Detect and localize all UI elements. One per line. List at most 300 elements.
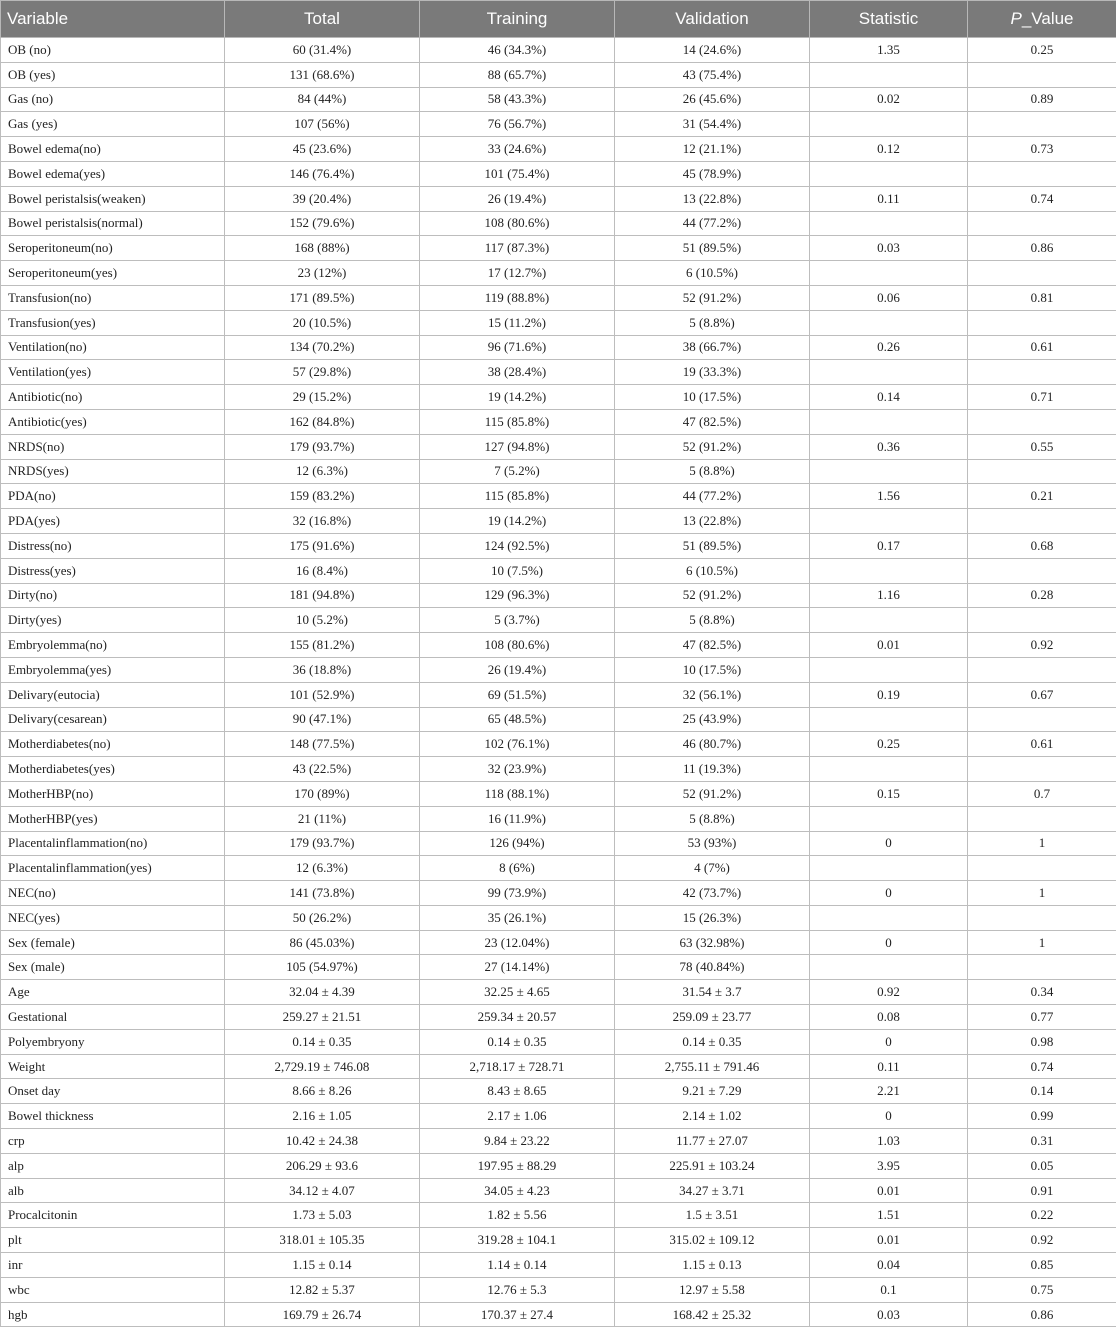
table-row xyxy=(1,434,1116,459)
table-header xyxy=(1,1,1116,38)
total-cell: 34.12 ± 4.07 xyxy=(225,1178,420,1203)
variable-cell: Procalcitonin xyxy=(1,1203,225,1228)
table-row xyxy=(1,335,1116,360)
variable-cell: Seroperitoneum(no) xyxy=(1,236,225,261)
total-cell: 86 (45.03%) xyxy=(225,930,420,955)
p-value-cell: 0.86 xyxy=(968,236,1116,261)
validation-cell: 19 (33.3%) xyxy=(615,360,810,385)
total-cell: 16 (8.4%) xyxy=(225,558,420,583)
p-value-cell: 0.21 xyxy=(968,484,1116,509)
statistic-cell: 0.92 xyxy=(810,980,968,1005)
header-p-value-label: Value xyxy=(1031,9,1074,28)
total-cell: 141 (73.8%) xyxy=(225,881,420,906)
table-row xyxy=(1,533,1116,558)
p-value-cell: 1 xyxy=(968,930,1116,955)
statistic-cell: 0 xyxy=(810,881,968,906)
training-cell: 124 (92.5%) xyxy=(420,533,615,558)
variable-cell: NEC(no) xyxy=(1,881,225,906)
table-row xyxy=(1,211,1116,236)
table-row xyxy=(1,757,1116,782)
p-value-cell: 0.7 xyxy=(968,781,1116,806)
validation-cell: 53 (93%) xyxy=(615,831,810,856)
p-value-cell: 0.92 xyxy=(968,633,1116,658)
statistic-cell: 0.03 xyxy=(810,236,968,261)
variable-cell: Gas (yes) xyxy=(1,112,225,137)
header-training: Training xyxy=(420,1,615,38)
table-row xyxy=(1,583,1116,608)
table-row xyxy=(1,62,1116,87)
statistic-cell: 0.19 xyxy=(810,682,968,707)
training-cell: 108 (80.6%) xyxy=(420,211,615,236)
validation-cell: 6 (10.5%) xyxy=(615,261,810,286)
variable-cell: Motherdiabetes(yes) xyxy=(1,757,225,782)
p-value-cell: 1 xyxy=(968,881,1116,906)
p-value-cell xyxy=(968,112,1116,137)
training-cell: 108 (80.6%) xyxy=(420,633,615,658)
table-row xyxy=(1,285,1116,310)
training-cell: 197.95 ± 88.29 xyxy=(420,1153,615,1178)
statistic-cell: 0.04 xyxy=(810,1253,968,1278)
statistic-cell xyxy=(810,62,968,87)
p-value-cell xyxy=(968,608,1116,633)
p-value-cell xyxy=(968,360,1116,385)
total-cell: 206.29 ± 93.6 xyxy=(225,1153,420,1178)
p-value-cell xyxy=(968,806,1116,831)
total-cell: 105 (54.97%) xyxy=(225,955,420,980)
variable-cell: Bowel peristalsis(normal) xyxy=(1,211,225,236)
table-row xyxy=(1,558,1116,583)
training-cell: 2,718.17 ± 728.71 xyxy=(420,1054,615,1079)
validation-cell: 2,755.11 ± 791.46 xyxy=(615,1054,810,1079)
p-value-cell: 0.89 xyxy=(968,87,1116,112)
variable-cell: MotherHBP(yes) xyxy=(1,806,225,831)
validation-cell: 4 (7%) xyxy=(615,856,810,881)
statistic-cell: 0.12 xyxy=(810,137,968,162)
header-p-value xyxy=(968,1,1116,38)
total-cell: 169.79 ± 26.74 xyxy=(225,1302,420,1327)
variable-cell: inr xyxy=(1,1253,225,1278)
variable-cell: Embryolemma(yes) xyxy=(1,657,225,682)
training-cell: 65 (48.5%) xyxy=(420,707,615,732)
variable-cell: Sex (male) xyxy=(1,955,225,980)
p-value-cell xyxy=(968,558,1116,583)
variable-cell: Seroperitoneum(yes) xyxy=(1,261,225,286)
p-value-cell: 0.68 xyxy=(968,533,1116,558)
variable-cell: Distress(yes) xyxy=(1,558,225,583)
p-value-cell: 0.31 xyxy=(968,1129,1116,1154)
p-value-cell: 0.74 xyxy=(968,1054,1116,1079)
statistic-cell: 0 xyxy=(810,831,968,856)
variable-cell: NRDS(yes) xyxy=(1,459,225,484)
table-row xyxy=(1,1029,1116,1054)
variable-cell: hgb xyxy=(1,1302,225,1327)
table-row xyxy=(1,633,1116,658)
validation-cell: 15 (26.3%) xyxy=(615,905,810,930)
statistic-cell: 0.11 xyxy=(810,186,968,211)
statistic-cell: 0.26 xyxy=(810,335,968,360)
table-row xyxy=(1,1253,1116,1278)
variable-cell: Placentalinflammation(yes) xyxy=(1,856,225,881)
table-row xyxy=(1,732,1116,757)
p-value-cell xyxy=(968,261,1116,286)
statistic-cell xyxy=(810,509,968,534)
statistic-cell xyxy=(810,360,968,385)
training-cell: 2.17 ± 1.06 xyxy=(420,1104,615,1129)
p-value-cell: 0.61 xyxy=(968,732,1116,757)
validation-cell: 11 (19.3%) xyxy=(615,757,810,782)
variable-cell: alb xyxy=(1,1178,225,1203)
table-row xyxy=(1,261,1116,286)
table-row xyxy=(1,806,1116,831)
total-cell: 155 (81.2%) xyxy=(225,633,420,658)
validation-cell: 1.5 ± 3.51 xyxy=(615,1203,810,1228)
variable-cell: PDA(yes) xyxy=(1,509,225,534)
training-cell: 19 (14.2%) xyxy=(420,385,615,410)
validation-cell: 63 (32.98%) xyxy=(615,930,810,955)
training-cell: 27 (14.14%) xyxy=(420,955,615,980)
statistic-cell: 0.01 xyxy=(810,633,968,658)
variable-cell: OB (yes) xyxy=(1,62,225,87)
table-row xyxy=(1,459,1116,484)
training-cell: 38 (28.4%) xyxy=(420,360,615,385)
training-cell: 32.25 ± 4.65 xyxy=(420,980,615,1005)
total-cell: 84 (44%) xyxy=(225,87,420,112)
validation-cell: 14 (24.6%) xyxy=(615,38,810,63)
table-row xyxy=(1,484,1116,509)
variable-cell: Antibiotic(no) xyxy=(1,385,225,410)
training-cell: 5 (3.7%) xyxy=(420,608,615,633)
variable-cell: crp xyxy=(1,1129,225,1154)
total-cell: 1.73 ± 5.03 xyxy=(225,1203,420,1228)
training-cell: 1.82 ± 5.56 xyxy=(420,1203,615,1228)
statistic-cell: 1.16 xyxy=(810,583,968,608)
header-p-italic: P xyxy=(1010,9,1022,28)
table-row xyxy=(1,1129,1116,1154)
training-cell: 0.14 ± 0.35 xyxy=(420,1029,615,1054)
training-cell: 170.37 ± 27.4 xyxy=(420,1302,615,1327)
variable-cell: Transfusion(yes) xyxy=(1,310,225,335)
total-cell: 131 (68.6%) xyxy=(225,62,420,87)
p-value-cell: 0.77 xyxy=(968,1005,1116,1030)
statistic-cell xyxy=(810,409,968,434)
variable-cell: Sex (female) xyxy=(1,930,225,955)
statistic-cell xyxy=(810,112,968,137)
training-cell: 12.76 ± 5.3 xyxy=(420,1277,615,1302)
total-cell: 21 (11%) xyxy=(225,806,420,831)
total-cell: 179 (93.7%) xyxy=(225,831,420,856)
table-row xyxy=(1,409,1116,434)
table-row xyxy=(1,112,1116,137)
statistic-cell: 0.01 xyxy=(810,1228,968,1253)
total-cell: 170 (89%) xyxy=(225,781,420,806)
validation-cell: 12.97 ± 5.58 xyxy=(615,1277,810,1302)
variable-cell: Dirty(no) xyxy=(1,583,225,608)
statistic-cell xyxy=(810,856,968,881)
total-cell: 171 (89.5%) xyxy=(225,285,420,310)
total-cell: 101 (52.9%) xyxy=(225,682,420,707)
training-cell: 102 (76.1%) xyxy=(420,732,615,757)
variable-cell: Bowel edema(yes) xyxy=(1,161,225,186)
statistic-cell: 0.02 xyxy=(810,87,968,112)
p-value-cell: 0.91 xyxy=(968,1178,1116,1203)
training-cell: 88 (65.7%) xyxy=(420,62,615,87)
validation-cell: 52 (91.2%) xyxy=(615,285,810,310)
statistic-cell xyxy=(810,657,968,682)
statistic-cell: 0.11 xyxy=(810,1054,968,1079)
validation-cell: 44 (77.2%) xyxy=(615,211,810,236)
training-cell: 115 (85.8%) xyxy=(420,484,615,509)
validation-cell: 9.21 ± 7.29 xyxy=(615,1079,810,1104)
total-cell: 90 (47.1%) xyxy=(225,707,420,732)
table-body xyxy=(1,38,1116,1327)
variable-cell: Gestational xyxy=(1,1005,225,1030)
training-cell: 8.43 ± 8.65 xyxy=(420,1079,615,1104)
validation-cell: 225.91 ± 103.24 xyxy=(615,1153,810,1178)
training-cell: 46 (34.3%) xyxy=(420,38,615,63)
variable-cell: Bowel thickness xyxy=(1,1104,225,1129)
variable-cell: Distress(no) xyxy=(1,533,225,558)
p-value-cell: 0.85 xyxy=(968,1253,1116,1278)
variable-cell: Antibiotic(yes) xyxy=(1,409,225,434)
validation-cell: 32 (56.1%) xyxy=(615,682,810,707)
statistic-cell: 1.35 xyxy=(810,38,968,63)
training-cell: 10 (7.5%) xyxy=(420,558,615,583)
total-cell: 259.27 ± 21.51 xyxy=(225,1005,420,1030)
p-value-cell xyxy=(968,707,1116,732)
training-cell: 9.84 ± 23.22 xyxy=(420,1129,615,1154)
statistic-cell: 1.51 xyxy=(810,1203,968,1228)
validation-cell: 1.15 ± 0.13 xyxy=(615,1253,810,1278)
table-row xyxy=(1,1178,1116,1203)
p-value-cell: 0.25 xyxy=(968,38,1116,63)
total-cell: 162 (84.8%) xyxy=(225,409,420,434)
validation-cell: 43 (75.4%) xyxy=(615,62,810,87)
validation-cell: 5 (8.8%) xyxy=(615,459,810,484)
statistic-cell xyxy=(810,161,968,186)
statistic-cell xyxy=(810,310,968,335)
total-cell: 152 (79.6%) xyxy=(225,211,420,236)
training-cell: 19 (14.2%) xyxy=(420,509,615,534)
p-value-cell: 0.98 xyxy=(968,1029,1116,1054)
total-cell: 12.82 ± 5.37 xyxy=(225,1277,420,1302)
training-cell: 35 (26.1%) xyxy=(420,905,615,930)
table-row xyxy=(1,657,1116,682)
header-row xyxy=(1,1,1116,38)
variable-cell: Placentalinflammation(no) xyxy=(1,831,225,856)
variable-cell: PDA(no) xyxy=(1,484,225,509)
validation-cell: 47 (82.5%) xyxy=(615,409,810,434)
table-row xyxy=(1,509,1116,534)
training-cell: 117 (87.3%) xyxy=(420,236,615,261)
table-row xyxy=(1,1302,1116,1327)
header-total: Total xyxy=(225,1,420,38)
table-row xyxy=(1,360,1116,385)
p-value-cell xyxy=(968,161,1116,186)
training-cell: 17 (12.7%) xyxy=(420,261,615,286)
statistic-cell xyxy=(810,608,968,633)
p-value-cell: 0.86 xyxy=(968,1302,1116,1327)
statistic-cell: 0 xyxy=(810,930,968,955)
statistic-cell: 0.36 xyxy=(810,434,968,459)
training-cell: 119 (88.8%) xyxy=(420,285,615,310)
variable-cell: Polyembryony xyxy=(1,1029,225,1054)
training-cell: 101 (75.4%) xyxy=(420,161,615,186)
total-cell: 39 (20.4%) xyxy=(225,186,420,211)
validation-cell: 42 (73.7%) xyxy=(615,881,810,906)
variable-cell: Embryolemma(no) xyxy=(1,633,225,658)
training-cell: 15 (11.2%) xyxy=(420,310,615,335)
total-cell: 10 (5.2%) xyxy=(225,608,420,633)
validation-cell: 5 (8.8%) xyxy=(615,806,810,831)
training-cell: 1.14 ± 0.14 xyxy=(420,1253,615,1278)
validation-cell: 6 (10.5%) xyxy=(615,558,810,583)
validation-cell: 44 (77.2%) xyxy=(615,484,810,509)
p-value-cell: 0.75 xyxy=(968,1277,1116,1302)
validation-cell: 31 (54.4%) xyxy=(615,112,810,137)
table-row xyxy=(1,1005,1116,1030)
validation-cell: 45 (78.9%) xyxy=(615,161,810,186)
total-cell: 146 (76.4%) xyxy=(225,161,420,186)
variable-cell: Dirty(yes) xyxy=(1,608,225,633)
p-value-cell: 0.71 xyxy=(968,385,1116,410)
statistic-cell: 0.08 xyxy=(810,1005,968,1030)
variable-cell: alp xyxy=(1,1153,225,1178)
validation-cell: 13 (22.8%) xyxy=(615,186,810,211)
statistic-cell: 0 xyxy=(810,1104,968,1129)
table-row xyxy=(1,236,1116,261)
statistic-cell: 1.03 xyxy=(810,1129,968,1154)
validation-cell: 78 (40.84%) xyxy=(615,955,810,980)
validation-cell: 10 (17.5%) xyxy=(615,385,810,410)
statistic-cell: 3.95 xyxy=(810,1153,968,1178)
header-statistic: Statistic xyxy=(810,1,968,38)
validation-cell: 51 (89.5%) xyxy=(615,236,810,261)
validation-cell: 10 (17.5%) xyxy=(615,657,810,682)
variable-cell: Delivary(cesarean) xyxy=(1,707,225,732)
table-row xyxy=(1,781,1116,806)
validation-cell: 5 (8.8%) xyxy=(615,608,810,633)
statistic-cell xyxy=(810,211,968,236)
statistic-cell: 0.15 xyxy=(810,781,968,806)
validation-cell: 13 (22.8%) xyxy=(615,509,810,534)
training-cell: 319.28 ± 104.1 xyxy=(420,1228,615,1253)
p-value-cell: 0.74 xyxy=(968,186,1116,211)
statistic-cell xyxy=(810,261,968,286)
table-row xyxy=(1,608,1116,633)
p-value-cell xyxy=(968,409,1116,434)
statistic-cell: 0.06 xyxy=(810,285,968,310)
validation-cell: 47 (82.5%) xyxy=(615,633,810,658)
training-cell: 58 (43.3%) xyxy=(420,87,615,112)
training-cell: 33 (24.6%) xyxy=(420,137,615,162)
p-value-cell xyxy=(968,509,1116,534)
table-row xyxy=(1,930,1116,955)
p-value-cell: 0.05 xyxy=(968,1153,1116,1178)
training-cell: 8 (6%) xyxy=(420,856,615,881)
training-cell: 118 (88.1%) xyxy=(420,781,615,806)
validation-cell: 2.14 ± 1.02 xyxy=(615,1104,810,1129)
variable-cell: Onset day xyxy=(1,1079,225,1104)
variable-cell: MotherHBP(no) xyxy=(1,781,225,806)
validation-cell: 46 (80.7%) xyxy=(615,732,810,757)
validation-cell: 5 (8.8%) xyxy=(615,310,810,335)
p-value-cell: 0.22 xyxy=(968,1203,1116,1228)
p-value-cell xyxy=(968,757,1116,782)
training-cell: 129 (96.3%) xyxy=(420,583,615,608)
p-value-cell xyxy=(968,310,1116,335)
table-row xyxy=(1,310,1116,335)
training-cell: 7 (5.2%) xyxy=(420,459,615,484)
total-cell: 32.04 ± 4.39 xyxy=(225,980,420,1005)
statistic-cell: 0.03 xyxy=(810,1302,968,1327)
table-row xyxy=(1,905,1116,930)
total-cell: 45 (23.6%) xyxy=(225,137,420,162)
variable-cell: Gas (no) xyxy=(1,87,225,112)
table-row xyxy=(1,682,1116,707)
validation-cell: 52 (91.2%) xyxy=(615,781,810,806)
p-value-cell: 0.73 xyxy=(968,137,1116,162)
p-value-cell: 0.92 xyxy=(968,1228,1116,1253)
variable-cell: plt xyxy=(1,1228,225,1253)
statistic-cell xyxy=(810,955,968,980)
table-row xyxy=(1,1079,1116,1104)
statistic-cell: 0 xyxy=(810,1029,968,1054)
total-cell: 36 (18.8%) xyxy=(225,657,420,682)
table-row xyxy=(1,38,1116,63)
total-cell: 0.14 ± 0.35 xyxy=(225,1029,420,1054)
validation-cell: 52 (91.2%) xyxy=(615,583,810,608)
validation-cell: 26 (45.6%) xyxy=(615,87,810,112)
table-row xyxy=(1,1203,1116,1228)
total-cell: 10.42 ± 24.38 xyxy=(225,1129,420,1154)
total-cell: 12 (6.3%) xyxy=(225,856,420,881)
validation-cell: 31.54 ± 3.7 xyxy=(615,980,810,1005)
validation-cell: 12 (21.1%) xyxy=(615,137,810,162)
p-value-cell: 0.67 xyxy=(968,682,1116,707)
total-cell: 60 (31.4%) xyxy=(225,38,420,63)
p-value-cell xyxy=(968,62,1116,87)
variable-cell: NRDS(no) xyxy=(1,434,225,459)
total-cell: 175 (91.6%) xyxy=(225,533,420,558)
total-cell: 159 (83.2%) xyxy=(225,484,420,509)
validation-cell: 38 (66.7%) xyxy=(615,335,810,360)
total-cell: 23 (12%) xyxy=(225,261,420,286)
table-row xyxy=(1,1054,1116,1079)
variable-cell: Ventilation(no) xyxy=(1,335,225,360)
training-cell: 259.34 ± 20.57 xyxy=(420,1005,615,1030)
statistic-cell: 0.01 xyxy=(810,1178,968,1203)
table-row xyxy=(1,1153,1116,1178)
training-cell: 26 (19.4%) xyxy=(420,657,615,682)
variable-cell: Transfusion(no) xyxy=(1,285,225,310)
header-p-separator: _ xyxy=(1021,9,1032,28)
p-value-cell: 0.99 xyxy=(968,1104,1116,1129)
table-row xyxy=(1,881,1116,906)
variable-cell: Motherdiabetes(no) xyxy=(1,732,225,757)
p-value-cell xyxy=(968,955,1116,980)
total-cell: 168 (88%) xyxy=(225,236,420,261)
total-cell: 12 (6.3%) xyxy=(225,459,420,484)
p-value-cell xyxy=(968,459,1116,484)
variable-cell: wbc xyxy=(1,1277,225,1302)
total-cell: 32 (16.8%) xyxy=(225,509,420,534)
statistic-cell xyxy=(810,459,968,484)
total-cell: 20 (10.5%) xyxy=(225,310,420,335)
total-cell: 179 (93.7%) xyxy=(225,434,420,459)
statistic-cell: 0.14 xyxy=(810,385,968,410)
total-cell: 57 (29.8%) xyxy=(225,360,420,385)
validation-cell: 34.27 ± 3.71 xyxy=(615,1178,810,1203)
